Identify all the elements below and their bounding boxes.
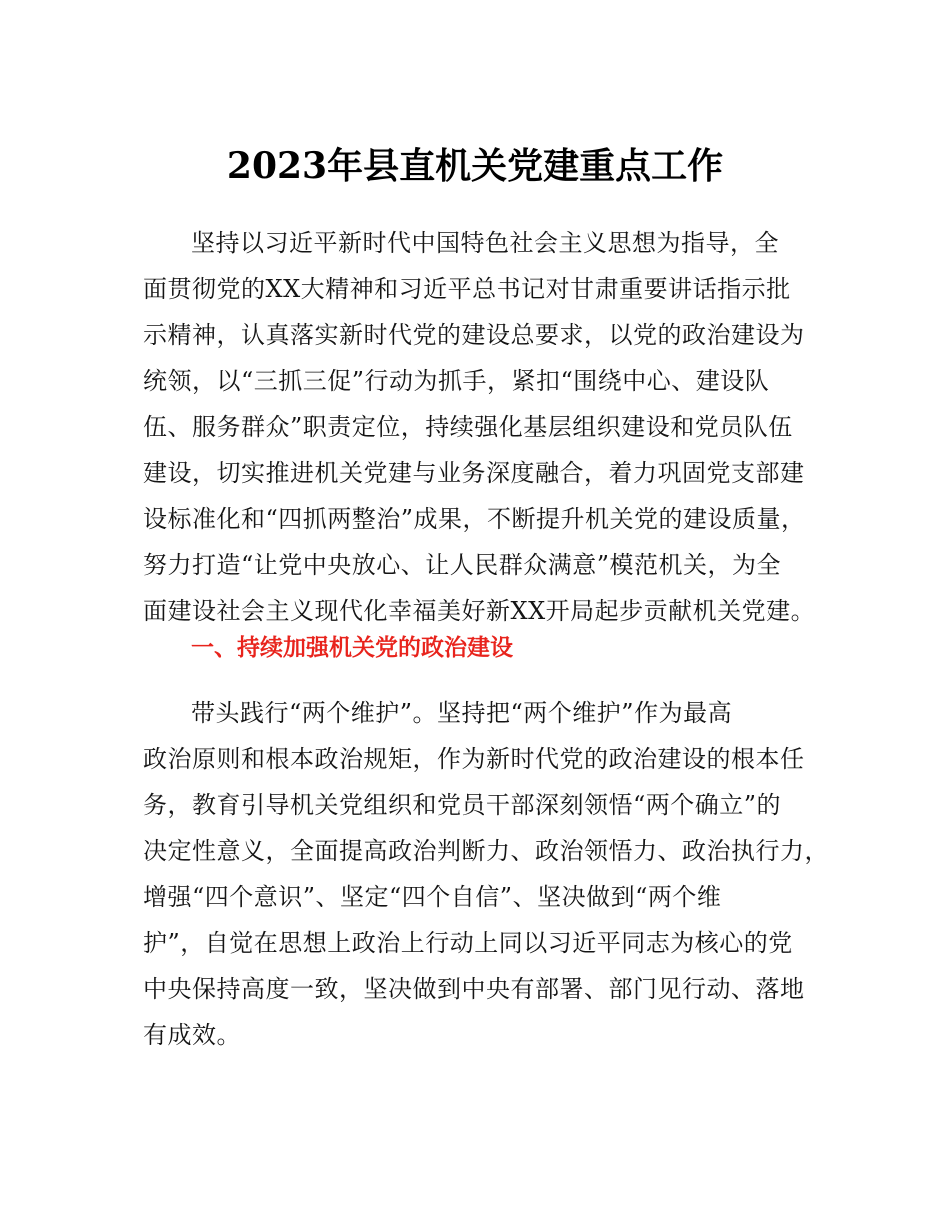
- paragraph-line: 务，教育引导机关党组织和党员干部深刻领悟“两个确立”的: [143, 791, 782, 819]
- paragraph-line: 面建设社会主义现代化幸福美好新XX开局起步贡献机关党建。: [143, 597, 816, 625]
- paragraph-line: 政治原则和根本政治规矩，作为新时代党的政治建设的根本任: [143, 745, 805, 773]
- paragraph-line: 护”，自觉在思想上政治上行动上同以习近平同志为核心的党: [143, 929, 793, 957]
- paragraph-line: 增强“四个意识”、坚定“四个自信”、坚决做到“两个维: [143, 883, 722, 911]
- paragraph-line: 面贯彻党的XX大精神和习近平总书记对甘肃重要讲话指示批: [143, 275, 791, 303]
- paragraph-line: 中央保持高度一致，坚决做到中央有部署、部门见行动、落地: [143, 975, 805, 1003]
- paragraph-line: 带头践行“两个维护”。坚持把“两个维护”作为最高: [191, 699, 733, 727]
- paragraph-line: 建设，切实推进机关党建与业务深度融合，着力巩固党支部建: [143, 459, 805, 487]
- paragraph-line: 统领，以“三抓三促”行动为抓手，紧扣“围绕中心、建设队: [143, 367, 770, 395]
- section-heading: 一、持续加强机关党的政治建设: [191, 635, 513, 661]
- paragraph-line: 示精神，认真落实新时代党的建设总要求，以党的政治建设为: [143, 321, 805, 349]
- paragraph-line: 决定性意义，全面提高政治判断力、政治领悟力、政治执行力，: [143, 837, 829, 865]
- page-title: 2023年县直机关党建重点工作: [226, 145, 724, 187]
- section-paragraph: [143, 690, 829, 1058]
- paragraph-line: 努力打造“让党中央放心、让人民群众满意”模范机关，为全: [143, 551, 782, 579]
- paragraph-line: 坚持以习近平新时代中国特色社会主义思想为指导，全: [191, 229, 779, 257]
- intro-paragraph: [143, 220, 815, 634]
- paragraph-line: 伍、服务群众”职责定位，持续强化基层组织建设和党员队伍: [143, 413, 793, 441]
- paragraph-line: 设标准化和“四抓两整治”成果，不断提升机关党的建设质量，: [143, 505, 806, 533]
- paragraph-line: 有成效。: [143, 1021, 241, 1049]
